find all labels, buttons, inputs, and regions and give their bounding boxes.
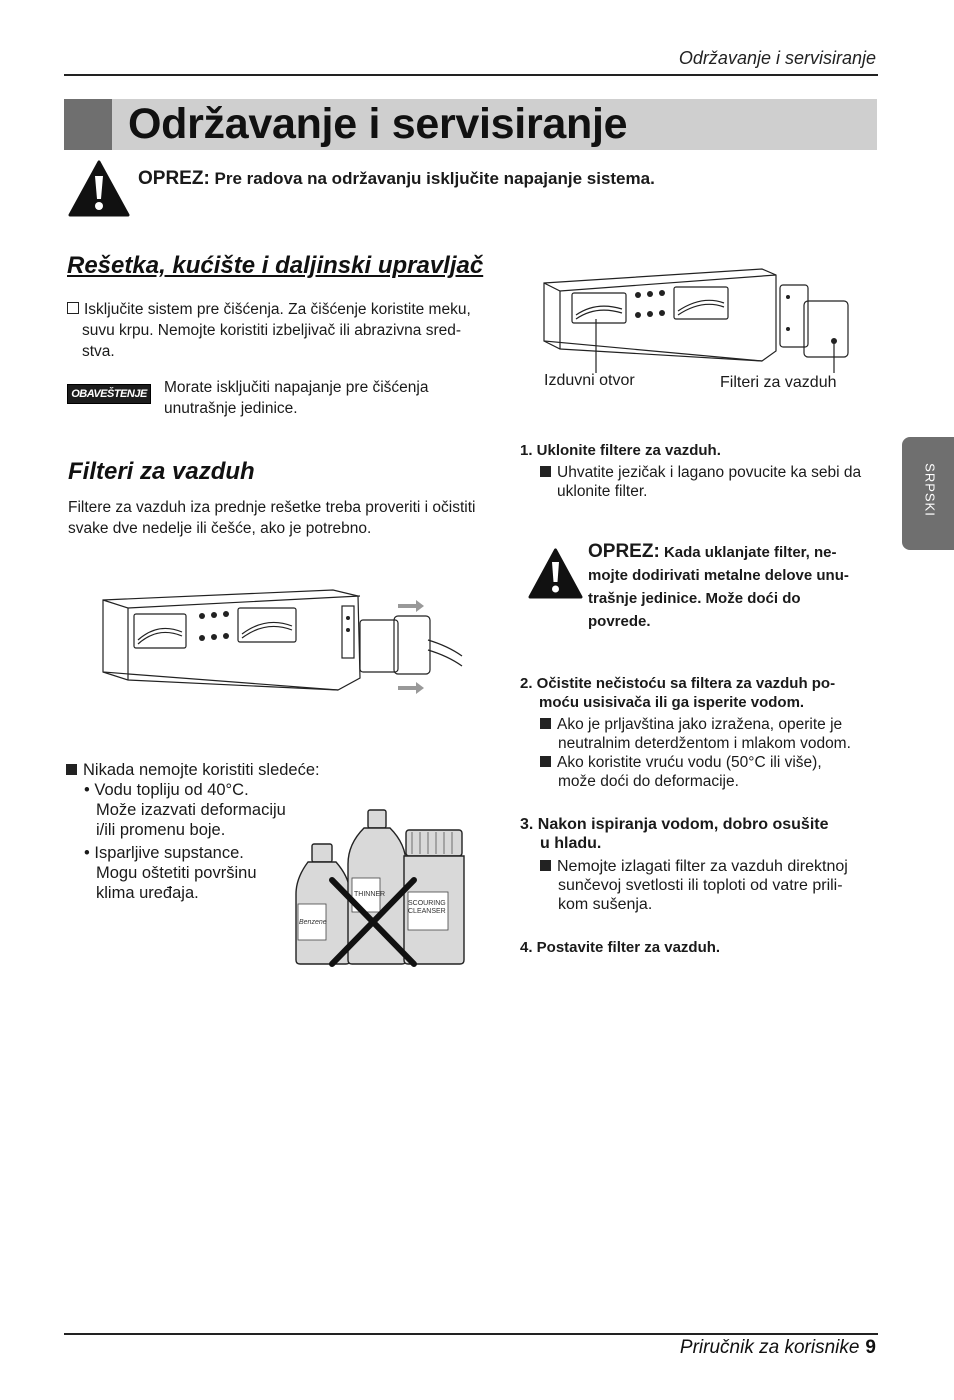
step-detail-line: sunčevoj svetlosti ili toploti od vatre prili- [558, 877, 843, 894]
step-detail-line: neutralnim deterdžentom i mlakom vodom. [558, 735, 851, 752]
warning-keyword: OPREZ: [138, 168, 210, 189]
notice-line: unutrašnje jedinice. [164, 400, 298, 417]
bottle-label-cleanser: SCOURING CLEANSER [408, 900, 446, 915]
square-bullet-icon [540, 466, 551, 477]
square-bullet-icon [540, 718, 551, 729]
caution-line: mojte dodirivati metalne delove unu- [588, 567, 849, 584]
step-detail-line: kom sušenja. [558, 896, 653, 913]
filters-intro-line: svake dve nedelje ili češće, ako je potrebno. [68, 520, 372, 537]
filters-intro-line: Filtere za vazduh iza prednje rešetke treba proveriti i očistiti [68, 499, 476, 516]
step-1-detail [540, 463, 885, 501]
section-heading-grille: Rešetka, kućište i daljinski upravljač [67, 252, 484, 279]
bottle-label-thinner: THINNER [354, 891, 386, 898]
square-bullet-icon [66, 764, 77, 775]
bottle-label-benzene: Benzene [299, 919, 327, 926]
never-item: Mogu oštetiti površinu [96, 864, 257, 882]
notice-line: Morate isključiti napajanje pre čišćenja [164, 379, 429, 396]
grille-bullet [67, 299, 497, 362]
square-bullet-icon [540, 756, 551, 767]
language-tab-label: SRPSKI [922, 463, 938, 517]
caution-line: Kada uklanjate filter, ne- [663, 544, 837, 561]
footer-manual-title: Priručnik za korisnike [679, 1337, 860, 1358]
step-detail-line: uklonite filter. [557, 483, 648, 500]
step-line: u hladu. [540, 835, 602, 852]
running-header: Održavanje i servisiranje [678, 48, 876, 68]
step-line: moću usisivača ili ga isperite vodom. [539, 694, 805, 711]
label-filters: Filteri za vazduh [720, 374, 837, 391]
step-1: 1. Uklonite filtere za vazduh. [520, 442, 721, 459]
step-detail-line: Ako je prljavština jako izražena, operite je [557, 716, 843, 733]
warning-icon [528, 548, 583, 600]
caution-line: trašnje jedinice. Može doći do [588, 590, 801, 607]
never-use-heading: Nikada nemojte koristiti sledeće: [83, 761, 320, 779]
filters-intro [68, 497, 498, 539]
grille-bullet-line: stva. [82, 343, 115, 360]
step-3-detail [540, 857, 885, 914]
step-line: 3. Nakon ispiranja vodom, dobro osušite [520, 816, 829, 833]
step-2-details [540, 715, 885, 791]
page-title: Održavanje i servisiranje [128, 100, 628, 148]
step-4: 4. Postavite filter za vazduh. [520, 939, 721, 956]
notice-badge: OBAVEŠTENJE [67, 384, 151, 404]
caution-keyword: OPREZ: [588, 541, 660, 562]
warning-icon [68, 160, 130, 218]
prohibited-substances-illustration [290, 808, 470, 968]
footer [680, 1337, 876, 1359]
unit-labeled-illustration [530, 263, 860, 373]
grille-bullet-line: Isključite sistem pre čišćenja. Za čišćenje koristite meku, [84, 301, 471, 318]
bottle-label-cleanser-wrap [408, 900, 448, 924]
unit-filter-removal-illustration [98, 586, 468, 702]
never-item: • Vodu topliju od 40°C. [84, 781, 249, 799]
step-line: 2. Očistite nečistoću sa filtera za vazduh po- [520, 675, 836, 692]
filter-caution [588, 540, 878, 633]
main-warning [138, 168, 655, 190]
caution-line: povrede. [588, 613, 651, 630]
footer-rule [64, 1333, 878, 1335]
never-item: • Isparljive supstance. [84, 844, 244, 862]
step-detail-line: Nemojte izlagati filter za vazduh direktnoj [557, 858, 848, 875]
step-2 [520, 674, 880, 712]
notice-text [164, 377, 484, 419]
never-item: i/ili promenu boje. [96, 821, 226, 839]
checkbox-bullet-icon [67, 302, 79, 314]
step-detail-line: može doći do deformacije. [558, 773, 739, 790]
grille-bullet-line: suvu krpu. Nemojte koristiti izbeljivač ili abrazivna sred- [82, 322, 462, 339]
never-item: Može izazvati deformaciju [96, 801, 286, 819]
section-heading-filters: Filteri za vazduh [68, 458, 255, 485]
square-bullet-icon [540, 860, 551, 871]
step-detail-line: Ako koristite vruću vodu (50°C ili više), [557, 754, 822, 771]
page-number: 9 [865, 1337, 876, 1358]
warning-text: Pre radova na održavanju isključite napajanje sistema. [214, 169, 655, 188]
label-outlet: Izduvni otvor [544, 372, 635, 389]
step-detail-line: Uhvatite jezičak i lagano povucite ka sebi da [557, 464, 862, 481]
title-accent-block [64, 99, 112, 150]
step-3 [520, 815, 880, 853]
never-item: klima uređaja. [96, 884, 199, 902]
header-rule [64, 74, 878, 76]
